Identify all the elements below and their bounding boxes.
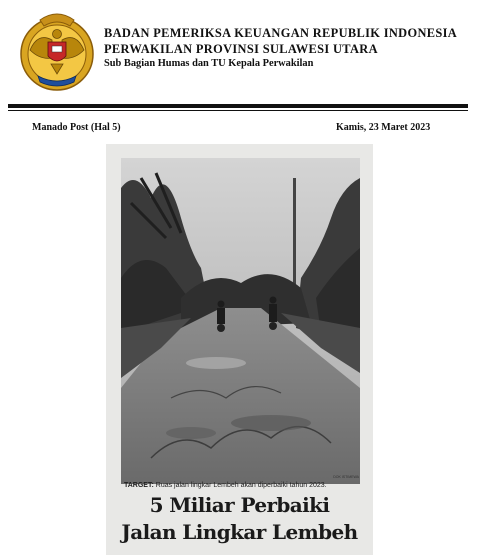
garuda-emblem-icon xyxy=(18,10,96,94)
newspaper-clipping xyxy=(106,144,373,555)
header-divider-thin xyxy=(8,110,468,111)
organization-name xyxy=(104,25,457,70)
date-label: Kamis, 23 Maret 2023 xyxy=(336,122,431,133)
org-line-3: Sub Bagian Humas dan TU Kepala Perwakilan xyxy=(104,58,314,69)
source-label: Manado Post (Hal 5) xyxy=(32,122,121,133)
caption-text: Ruas jalan lingkar Lembeh akan diperbaiki tahun 2023. xyxy=(153,482,327,489)
headline-line-2: Jalan Lingkar Lembeh xyxy=(121,520,358,544)
motorcycle-right xyxy=(269,297,277,331)
motorcycle-left xyxy=(217,301,225,333)
road-photo xyxy=(121,158,360,484)
photo-caption xyxy=(124,482,360,489)
article-headline xyxy=(106,492,373,546)
org-line-2: PERWAKILAN PROVINSI SULAWESI UTARA xyxy=(104,42,378,56)
org-line-1: BADAN PEMERIKSA KEUANGAN REPUBLIK INDONESIA xyxy=(104,26,458,40)
headline-line-1: 5 Miliar Perbaiki xyxy=(149,493,330,517)
photo-credit: DOK ISTIMEWA xyxy=(333,475,359,479)
caption-label: TARGET: xyxy=(124,482,154,489)
header-divider-thick xyxy=(8,104,468,108)
